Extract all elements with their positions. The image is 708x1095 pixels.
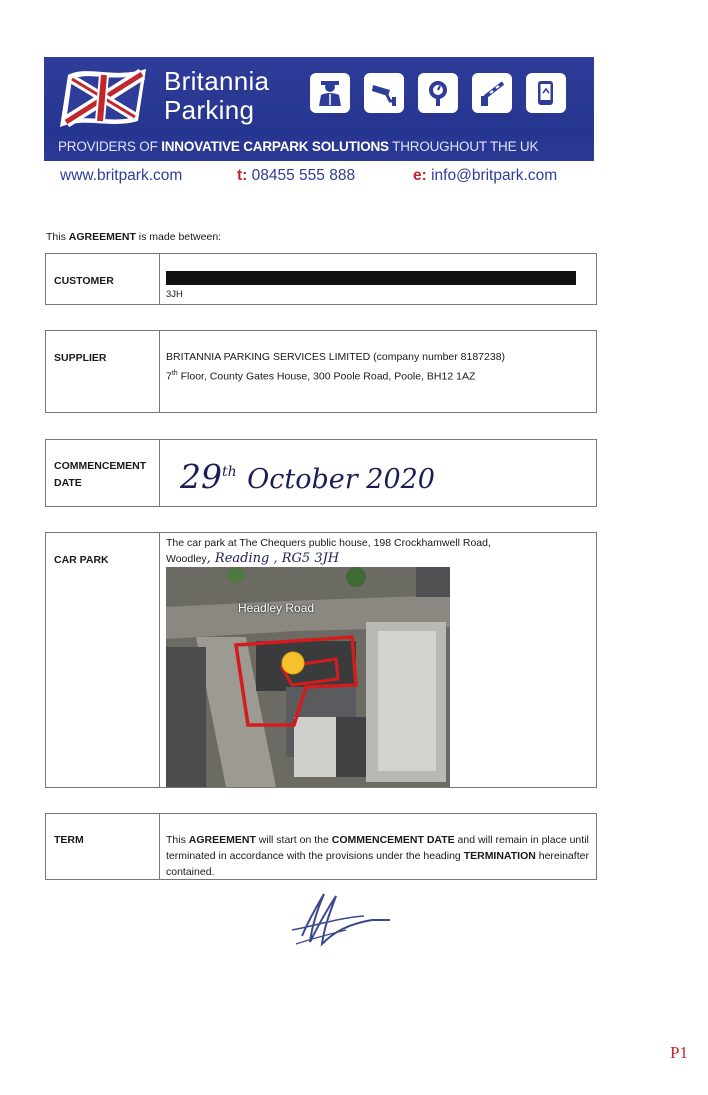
term-t2: will start on the — [255, 834, 332, 846]
supplier-address: Floor, County Gates House, 300 Poole Road, Poole, BH12 1AZ — [177, 370, 476, 383]
term-box — [45, 813, 597, 880]
term-text — [166, 832, 590, 880]
supplier-label-cell — [46, 331, 160, 412]
car-park-line-2 — [166, 551, 590, 567]
supplier-label: SUPPLIER — [54, 352, 107, 364]
customer-label: CUSTOMER — [54, 275, 114, 287]
tagline — [58, 139, 538, 154]
term-t1: This — [166, 834, 189, 846]
term-b1: AGREEMENT — [188, 834, 256, 846]
commencement-box — [45, 439, 597, 507]
term-b2: COMMENCEMENT DATE — [331, 834, 455, 846]
page-number: P1 — [670, 1043, 688, 1062]
commencement-date-handwritten — [180, 452, 590, 500]
tagline-tail: THROUGHOUT THE UK — [392, 139, 539, 154]
term-label-cell — [46, 814, 160, 879]
brand-name — [164, 67, 269, 125]
commencement-label-1: COMMENCEMENT — [54, 460, 147, 472]
car-park-box — [45, 532, 597, 788]
date-month-year: October 2020 — [247, 464, 435, 495]
header-banner — [44, 57, 594, 161]
phone-value: 08455 555 888 — [251, 167, 356, 184]
term-t4: hereinafter contained. — [166, 850, 589, 878]
supplier-line-1: BRITANNIA PARKING SERVICES LIMITED (company number 8187238) — [166, 351, 506, 363]
supplier-line-2 — [166, 366, 590, 385]
website-link[interactable]: www.britpark.com — [60, 167, 183, 184]
car-park-line-1: The car park at The Chequers public house, 198 Crockhamwell Road, — [166, 537, 491, 549]
barrier-icon — [472, 73, 512, 113]
email-address[interactable] — [413, 167, 557, 185]
map-road-label: Headley Road — [238, 601, 315, 615]
intro-keyword: AGREEMENT — [68, 231, 136, 243]
term-b3: TERMINATION — [463, 850, 536, 862]
phone-number — [237, 167, 355, 185]
term-label: TERM — [54, 834, 84, 846]
intro-lead: This — [46, 231, 66, 243]
commencement-label-cell — [46, 440, 160, 506]
floor-suffix: th — [171, 370, 178, 377]
tagline-bold: INNOVATIVE CARPARK SOLUTIONS — [161, 139, 389, 154]
car-park-label-cell — [46, 533, 160, 787]
brand-line-2: Parking — [164, 95, 255, 125]
email-key: e: — [413, 167, 427, 184]
date-day: 29 — [180, 457, 222, 496]
term-t3: and will remain in place until terminated in accordance with the provisions under the heading — [166, 834, 589, 862]
car-park-label: CAR PARK — [54, 554, 109, 566]
supplier-box — [45, 330, 597, 413]
security-guard-icon — [310, 73, 350, 113]
customer-label-cell — [46, 254, 160, 304]
town-printed: Woodley — [166, 553, 207, 565]
mobile-phone-icon — [526, 73, 566, 113]
intro-tail: is made between: — [138, 231, 222, 243]
customer-box — [45, 253, 597, 305]
phone-key: t: — [237, 167, 248, 184]
email-value: info@britpark.com — [431, 167, 558, 184]
signature — [284, 886, 394, 950]
floor-number: 7 — [166, 370, 172, 383]
date-suffix: th — [222, 464, 237, 480]
customer-postcode: 3JH — [166, 289, 183, 300]
intro-text — [46, 231, 221, 243]
cctv-camera-icon — [364, 73, 404, 113]
parking-meter-icon — [418, 73, 458, 113]
tagline-lead: PROVIDERS OF — [58, 139, 158, 154]
redaction-bar — [166, 271, 576, 285]
union-flag-logo-icon — [58, 65, 150, 131]
commencement-label-2: DATE — [54, 477, 82, 489]
brand-line-1: Britannia — [164, 66, 270, 96]
aerial-map-image — [166, 567, 450, 787]
town-handwritten: , Reading , RG5 3JH — [206, 551, 340, 566]
